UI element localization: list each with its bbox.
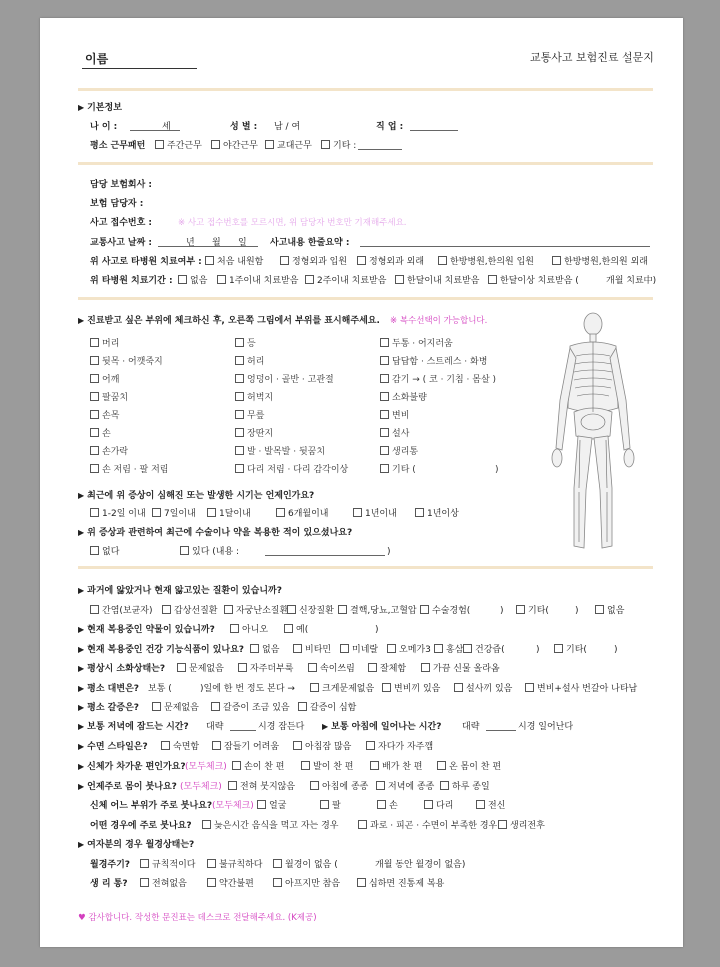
swelling-cause-option[interactable]: 과로 · 피곤 · 수면이 부족한 경우 [358, 820, 497, 832]
body-part-option[interactable]: 팔꿈치 [90, 392, 128, 404]
heart-icon: ♥ [78, 913, 89, 923]
digest-option[interactable]: 자주더부룩 [238, 663, 293, 675]
divider [78, 297, 653, 300]
body-part-option[interactable]: 다리 저림 · 다리 감각이상 [235, 464, 348, 476]
period-pain-option[interactable]: 아프지만 참음 [273, 878, 340, 890]
symptom-option[interactable]: 생리통 [380, 446, 418, 458]
swelling-area-multi-note: (모두체크) [212, 801, 254, 811]
body-part-option[interactable]: 등 [235, 338, 256, 350]
swelling-cause-option[interactable]: 생리전후 [498, 820, 545, 832]
body-part-option[interactable]: 무릎 [235, 410, 264, 422]
skeleton-figure[interactable] [538, 308, 648, 558]
period-months: 개월 치료中) [606, 276, 657, 286]
symptom-option[interactable]: 기타 ( [380, 464, 416, 476]
sleep-approx: 대략 [206, 722, 224, 732]
swelling-option[interactable]: 전혀 붓지않음 [228, 781, 295, 793]
sleep-style-question: ▶ 수면 스타일은? [78, 742, 148, 752]
symptom-option[interactable]: 두통 · 어지러움 [380, 338, 453, 350]
gender-value[interactable]: 남 / 여 [274, 122, 301, 132]
stool-option[interactable]: 변비+설사 번갈아 나타남 [525, 683, 637, 695]
surgery-content-field[interactable] [265, 546, 385, 556]
swelling-area-option[interactable]: 전신 [476, 800, 505, 812]
swelling-multi-note: (모두체크) [180, 782, 222, 792]
swelling-area-option[interactable]: 얼굴 [257, 800, 286, 812]
supplement-option[interactable]: 기타( [554, 644, 587, 656]
history-close: ) [575, 606, 579, 616]
supplement-option[interactable]: 비타민 [293, 644, 331, 656]
cycle-option[interactable]: 월경이 없음 ( [273, 859, 338, 871]
swelling-option[interactable]: 아침에 종종 [310, 781, 368, 793]
supplement-question: ▶ 현재 복용중인 건강 기능식품이 있나요? [78, 645, 245, 655]
body-part-option[interactable]: 허벅지 [235, 392, 273, 404]
women-question: ▶ 여자분의 경우 월경상태는? [78, 840, 195, 850]
form-title: 교통사고 보험진료 설문지 [530, 51, 654, 64]
swelling-option[interactable]: 하루 종일 [440, 781, 490, 793]
divider [78, 566, 653, 569]
history-option[interactable]: 없음 [595, 605, 624, 617]
name-input-line[interactable] [82, 68, 197, 69]
wake-approx: 대략 [462, 722, 480, 732]
history-option[interactable]: 자궁난소질환 [224, 605, 288, 617]
work-option[interactable]: 기타 : [321, 140, 356, 152]
sleep-time-question: ▶ 보통 저녁에 잠드는 시간? [78, 722, 189, 732]
cycle-label: 월경주기? [90, 860, 130, 870]
divider [78, 162, 653, 165]
period-pain-option[interactable]: 약간불편 [207, 878, 254, 890]
swelling-area-option[interactable]: 손 [377, 800, 398, 812]
swelling-option[interactable]: 저녁에 종종 [376, 781, 434, 793]
surgery-none[interactable]: 없다 [90, 546, 119, 558]
supplement-option[interactable]: 건강즙( [463, 644, 505, 656]
history-option[interactable]: 간염(보균자) [90, 605, 153, 617]
history-option[interactable]: 결핵,당뇨,고혈압 [338, 605, 417, 617]
surgery-question: ▶ 위 증상과 관련하여 최근에 수술이나 약을 복용한 적이 있으셨나요? [78, 528, 353, 538]
supplement-close: ) [536, 645, 540, 655]
insurance-agent-label: 보험 담당자 : [90, 199, 144, 209]
meds-close: ) [375, 625, 379, 635]
thirst-option[interactable]: 갈증이 심함 [298, 702, 356, 714]
sleep-style-option[interactable]: 숙면함 [161, 741, 199, 753]
accident-date-label: 교통사고 날짜 : [90, 238, 153, 248]
cold-option[interactable]: 손이 찬 편 [232, 761, 285, 773]
swelling-area-option[interactable]: 팔 [320, 800, 341, 812]
meds-yes[interactable]: 예( [284, 624, 308, 636]
history-option[interactable]: 기타( [516, 605, 549, 617]
divider [78, 88, 653, 91]
symptom-time-option[interactable]: 1-2일 이내 [90, 508, 146, 520]
symptom-option[interactable]: 감기 → ( 코 · 기침 · 몸살 ) [380, 374, 496, 386]
work-label: 평소 근무패턴 [90, 141, 146, 151]
history-close: ) [500, 606, 504, 616]
sleep-style-option[interactable]: 잠들기 어려움 [212, 741, 279, 753]
stool-question: ▶ 평소 대변은? [78, 684, 139, 694]
cycle-option[interactable]: 규칙적이다 [140, 859, 195, 871]
footer-message: ♥ 감사합니다. 작성한 문진표는 데스크로 전달해주세요. (K제공) [78, 913, 317, 923]
digest-question: ▶ 평상시 소화상태는? [78, 664, 166, 674]
symptom-time-question: ▶ 최근에 위 증상이 심해진 또는 발생한 시기는 언제인가요? [78, 491, 315, 501]
thirst-option[interactable]: 갈증이 조금 있음 [211, 702, 290, 714]
age-unit: 세 [162, 122, 171, 132]
symptom-time-option[interactable]: 1달이내 [207, 508, 251, 520]
thirst-option[interactable]: 문제없음 [152, 702, 199, 714]
body-part-option[interactable]: 손목 [90, 410, 119, 422]
cold-option[interactable]: 온 몸이 찬 편 [437, 761, 501, 773]
other-hospital-option[interactable]: 정형외과 입원 [280, 256, 347, 268]
period-pain-option[interactable]: 심하면 진통제 복용 [357, 878, 444, 890]
other-hospital-option[interactable]: 처음 내원함 [205, 256, 263, 268]
body-part-option[interactable]: 엉덩이 · 골반 · 고관절 [235, 374, 334, 386]
questionnaire-sheet [40, 18, 683, 947]
sleep-hour-field[interactable] [230, 721, 256, 731]
meds-question: ▶ 현재 복용중인 약물이 있습니까? [78, 625, 215, 635]
supplement-option[interactable]: 홍삼 [434, 644, 463, 656]
period-pain-option[interactable]: 전혀없음 [140, 878, 187, 890]
date-unit: 년 [186, 238, 195, 248]
symptom-time-option[interactable]: 1년이상 [415, 508, 459, 520]
stool-option[interactable]: 크게문제없음 [310, 683, 374, 695]
gender-label: 성 별 : [230, 122, 258, 132]
other-hospital-option[interactable]: 정형외과 외래 [357, 256, 424, 268]
summary-label: 사고내용 한줄요약 : [270, 238, 350, 248]
cycle-option[interactable]: 불규칙하다 [207, 859, 262, 871]
body-part-option[interactable]: 손 저림 · 팔 저림 [90, 464, 168, 476]
date-unit: 월 [212, 238, 221, 248]
work-option[interactable]: 주간근무 [155, 140, 202, 152]
period-option[interactable]: 1주이내 치료받음 [217, 275, 298, 287]
digest-option[interactable]: 속이쓰림 [308, 663, 355, 675]
history-option[interactable]: 신장질환 [287, 605, 334, 617]
swelling-area-question: 신체 어느 부위가 주로 붓나요? [90, 801, 213, 811]
body-part-option[interactable]: 머리 [90, 338, 119, 350]
digest-option[interactable]: 잘체함 [368, 663, 406, 675]
other-hospital-option[interactable]: 한방병원,한의원 외래 [552, 256, 648, 268]
digest-option[interactable]: 가끔 신물 올라옴 [421, 663, 500, 675]
swelling-question: ▶ 언제주로 몸이 붓나요? [78, 782, 177, 792]
supplement-option[interactable]: 오메가3 [387, 644, 431, 656]
swelling-area-option[interactable]: 다리 [424, 800, 453, 812]
job-field[interactable] [410, 121, 458, 131]
work-other-field[interactable] [358, 140, 402, 150]
symptom-option[interactable]: 변비 [380, 410, 409, 422]
stool-text: 보통 ( [148, 684, 172, 694]
cold-option[interactable]: 발이 찬 편 [301, 761, 354, 773]
swelling-cause-question: 어떤 경우에 주로 붓나요? [90, 821, 192, 831]
accept-number-label: 사고 접수번호 : [90, 218, 153, 228]
period-pain-label: 생 리 통? [90, 879, 128, 889]
symptom-option[interactable]: 설사 [380, 428, 409, 440]
body-part-option[interactable]: 뒷목 · 어깻죽지 [90, 356, 163, 368]
summary-field[interactable] [360, 237, 650, 247]
supplement-option[interactable]: 미네랄 [340, 644, 378, 656]
job-label: 직 업 : [376, 122, 404, 132]
symptom-other-close: ) [495, 465, 499, 475]
thirst-question: ▶ 평소 갈증은? [78, 703, 139, 713]
body-heading: ▶ 진료받고 싶은 부위에 체크하신 후, 오른쪽 그림에서 부위를 표시해주세요. [78, 316, 380, 326]
digest-option[interactable]: 문제없음 [177, 663, 224, 675]
supplement-close: ) [614, 645, 618, 655]
stool-option[interactable]: 설사끼 있음 [454, 683, 512, 695]
period-option[interactable]: 없음 [178, 275, 207, 287]
symptom-time-option[interactable]: 7일이내 [152, 508, 196, 520]
history-option[interactable]: 수술경험( [420, 605, 470, 617]
body-part-option[interactable]: 손 [90, 428, 111, 440]
work-option[interactable]: 야간근무 [211, 140, 258, 152]
symptom-option[interactable]: 답답함 · 스트레스 · 화병 [380, 356, 487, 368]
sleep-unit: 시경 잠든다 [258, 722, 305, 732]
body-part-option[interactable]: 손가락 [90, 446, 128, 458]
other-hospital-option[interactable]: 한방병원,한의원 입원 [438, 256, 534, 268]
history-option[interactable]: 갑상선질환 [162, 605, 217, 617]
wake-hour-field[interactable] [486, 721, 516, 731]
sleep-style-option[interactable]: 아침잠 많음 [293, 741, 351, 753]
insurance-company-label: 담당 보험회사 : [90, 180, 153, 190]
basic-heading: ▶ 기본정보 [78, 103, 122, 113]
period-option[interactable]: 2주이내 치료받음 [305, 275, 386, 287]
cold-option[interactable]: 배가 찬 편 [370, 761, 423, 773]
period-option[interactable]: 한달이내 치료받음 [395, 275, 479, 287]
sleep-style-option[interactable]: 자다가 자주깸 [366, 741, 433, 753]
wake-time-question: ▶ 보통 아침에 일어나는 시간? [322, 722, 442, 732]
meds-no[interactable]: 아니오 [230, 624, 268, 636]
age-field[interactable] [130, 121, 180, 131]
body-part-option[interactable]: 허리 [235, 356, 264, 368]
other-hospital-label: 위 사고로 타병원 치료여부 : [90, 257, 202, 267]
symptom-option[interactable]: 소화불량 [380, 392, 427, 404]
symptom-time-option[interactable]: 1년이내 [353, 508, 397, 520]
wake-unit: 시경 일어난다 [518, 722, 574, 732]
accept-number-note: ※ 사고 접수번호를 모르시면, 위 담당자 번호만 기재해주세요. [178, 218, 407, 228]
swelling-cause-option[interactable]: 늦은시간 음식을 먹고 자는 경우 [202, 820, 338, 832]
name-label: 이름 [85, 52, 109, 66]
period-label: 위 타병원 치료기간 : [90, 276, 173, 286]
body-part-option[interactable]: 발 · 발목발 · 뒷꿈치 [235, 446, 325, 458]
history-question: ▶ 과거에 앓았거나 현재 앓고있는 질환이 있습니까? [78, 586, 282, 596]
work-option[interactable]: 교대근무 [265, 140, 312, 152]
cold-multi-note: (모두체크) [185, 762, 227, 772]
body-note: ※ 복수선택이 가능합니다. [390, 316, 488, 326]
age-label: 나 이 : [90, 122, 118, 132]
period-option[interactable]: 한달이상 치료받음 ( [488, 275, 579, 287]
body-part-option[interactable]: 어깨 [90, 374, 119, 386]
surgery-yes[interactable]: 있다 (내용 : [180, 546, 239, 558]
stool-option[interactable]: 변비끼 있음 [382, 683, 440, 695]
symptom-time-option[interactable]: 6개월이내 [276, 508, 329, 520]
cycle-months: 개월 동안 월경이 없음) [375, 860, 466, 870]
stool-text: )일에 한 번 정도 본다 → [200, 684, 295, 694]
supplement-option[interactable]: 없음 [250, 644, 279, 656]
cold-question: ▶ 신체가 차가운 편인가요? [78, 762, 186, 772]
surgery-close: ) [387, 547, 391, 557]
body-part-option[interactable]: 장딴지 [235, 428, 273, 440]
date-unit: 일 [238, 238, 247, 248]
